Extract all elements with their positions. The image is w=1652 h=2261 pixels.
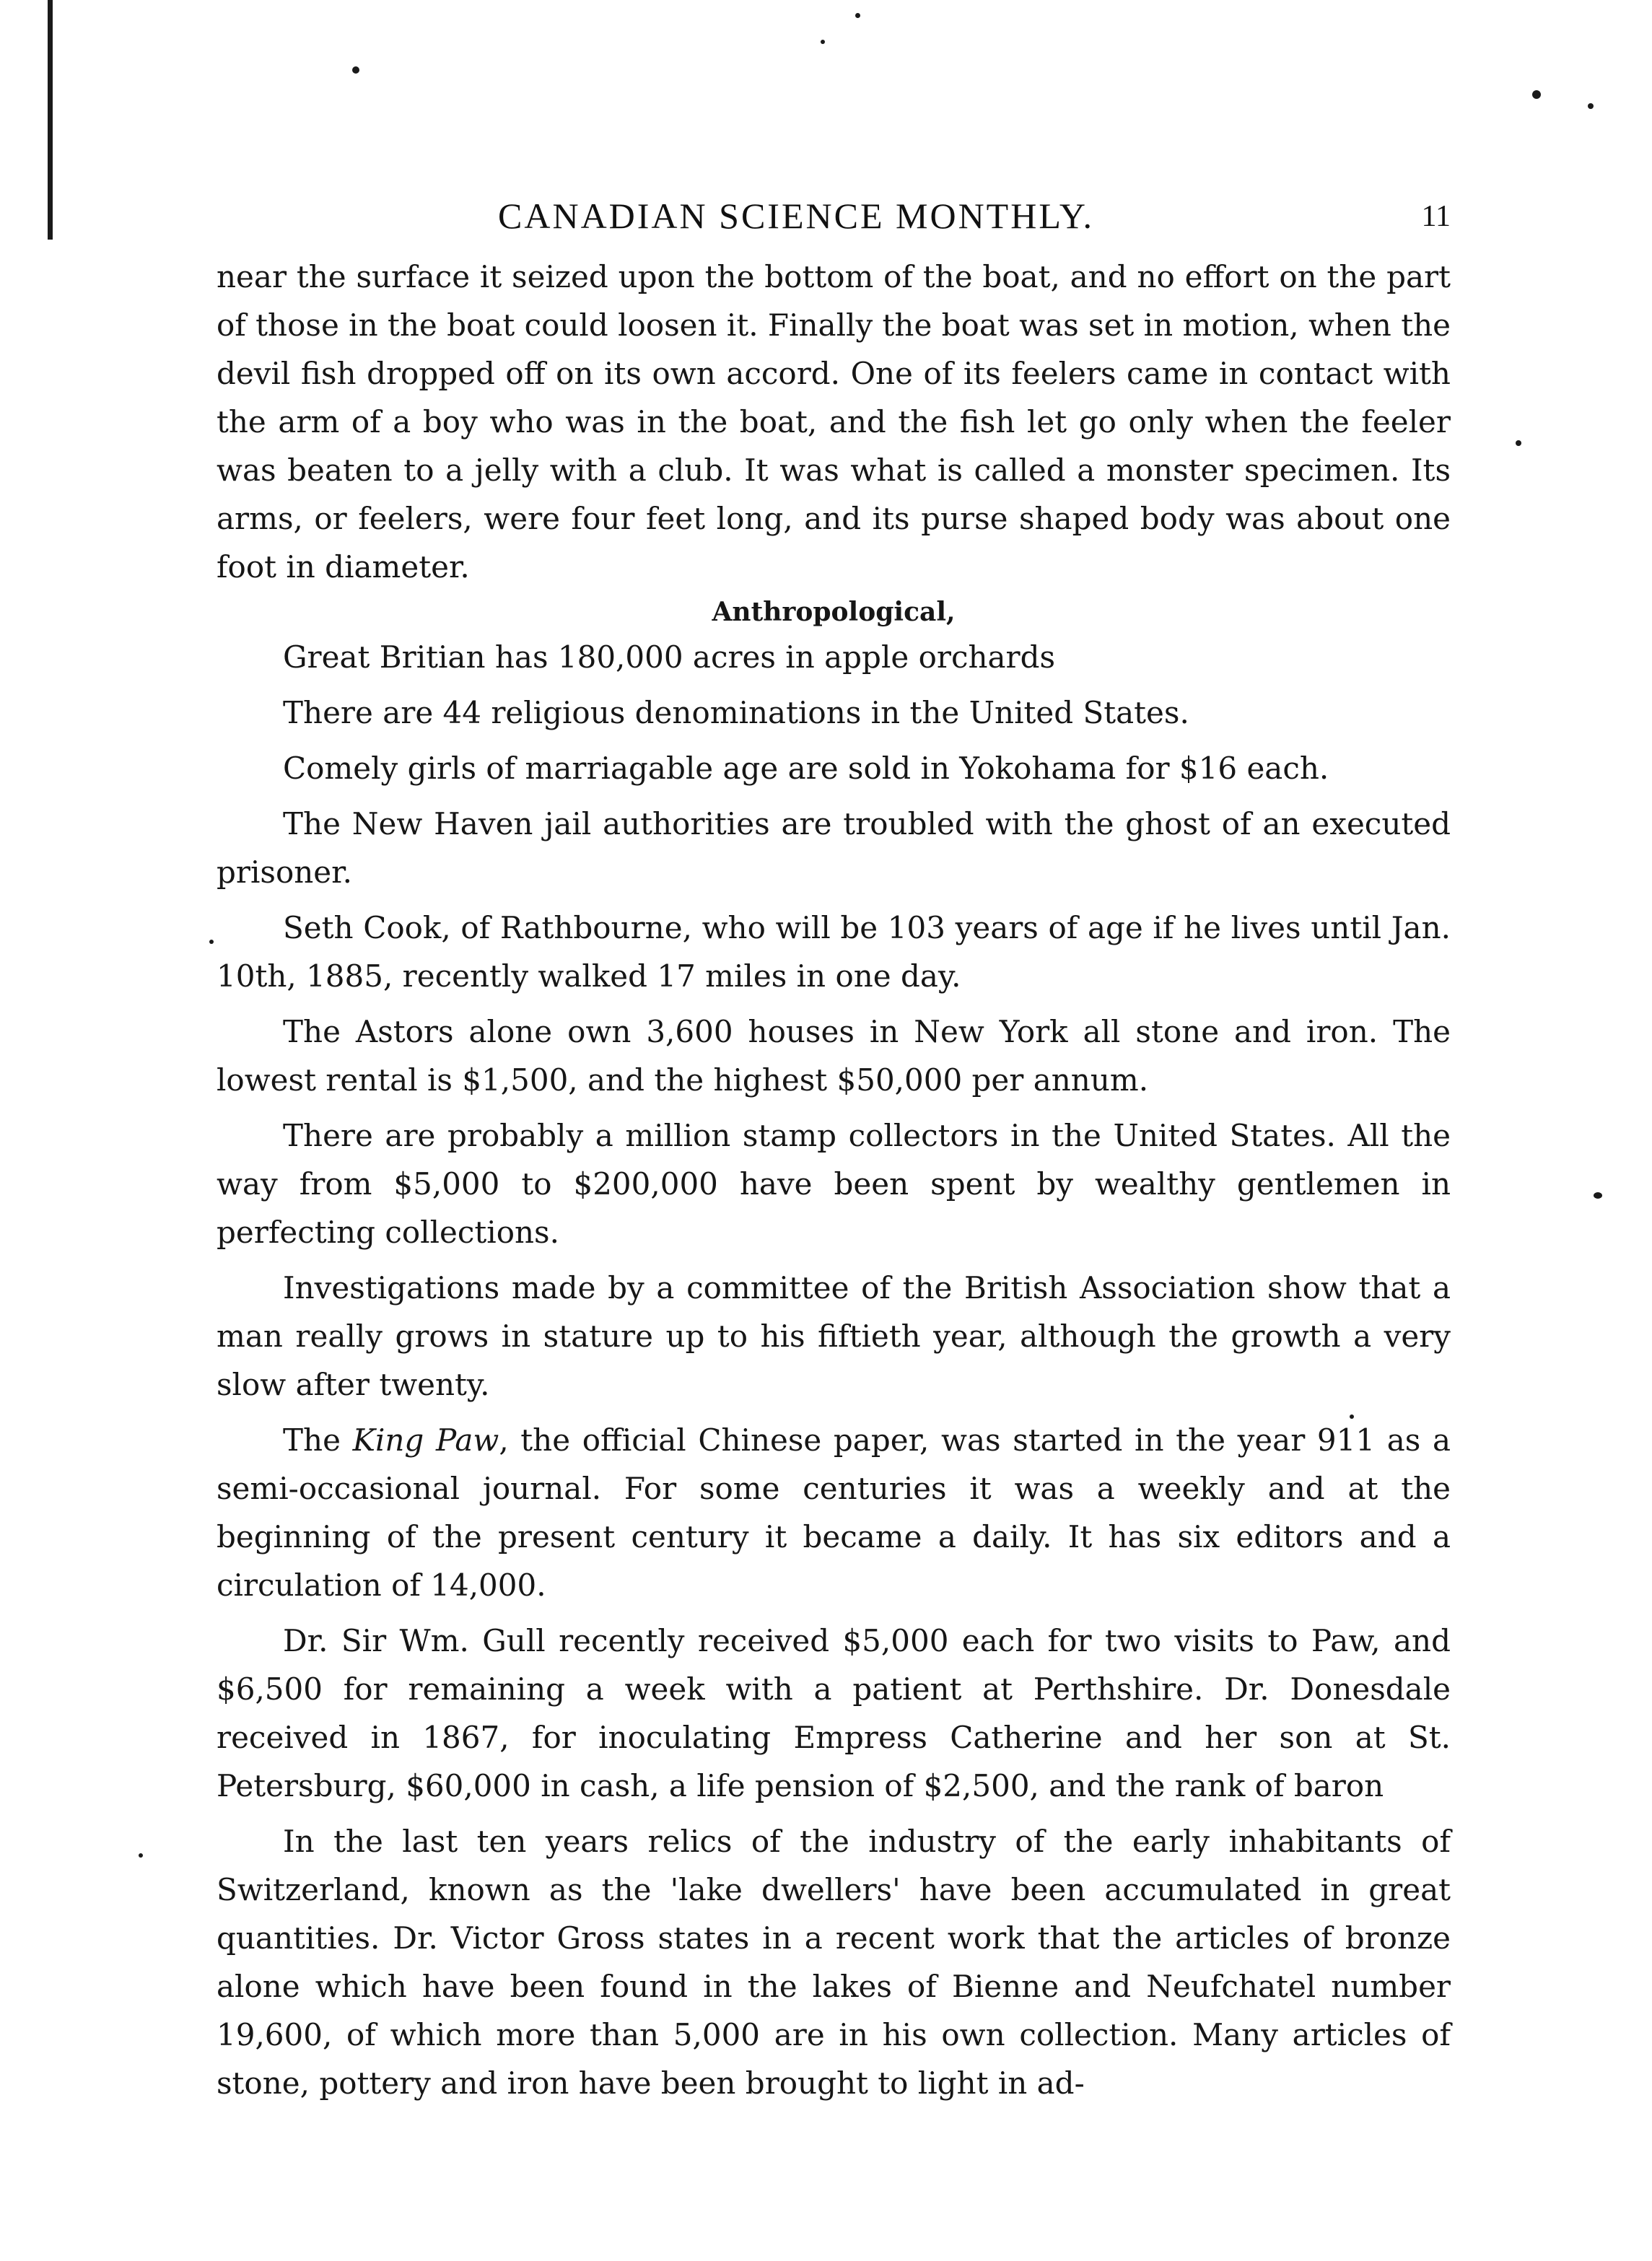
speck <box>1594 1192 1602 1199</box>
speck <box>1516 440 1521 446</box>
speck <box>821 40 825 44</box>
king-paw-title: King Paw <box>352 1422 499 1458</box>
news-item: Investigations made by a committee of the British Association show that a man really grows in stature up to his fiftieth year, although the growth a very slow after twenty. <box>217 1270 1451 1402</box>
news-item: Seth Cook, of Rathbourne, who will be 103 years of age if he lives until Jan. 10th, 1885, recently walked 17 miles in one day. <box>217 910 1451 994</box>
news-item: The New Haven jail authorities are troubled with the ghost of an executed prisoner. <box>217 806 1451 890</box>
header-title: CANADIAN SCIENCE MONTHLY. <box>498 196 1095 236</box>
news-item: Dr. Sir Wm. Gull recently received $5,000 each for two visits to Paw, and $6,500 for remaining a week with a patient at Perthshire. Dr. Donesdale received in 1867, for inoculating Empress Catherine and her son at St. Petersburg, $60,000 in cash, a life pension of $2,500, and the rank of baron <box>217 1623 1451 1803</box>
page-number: 11 <box>1421 200 1451 233</box>
page <box>217 195 1451 2107</box>
speck <box>855 13 860 18</box>
section-heading: Anthropological, <box>712 597 956 627</box>
margin-rule <box>48 0 53 240</box>
speck <box>352 66 359 74</box>
speck <box>139 1853 143 1858</box>
news-item: There are probably a million stamp collectors in the United States. All the way from $5,000 to $200,000 have been spent by wealthy gentlemen in perfecting collections. <box>217 1118 1451 1250</box>
news-item: Comely girls of marriagable age are sold in Yokohama for $16 each. <box>283 751 1329 786</box>
speck <box>209 940 214 944</box>
king-paw-text: , the official Chinese paper, was started in the year 911 as a semi-occasional journal. For some centuries it was a weekly and at the beginning of the present century it became a daily. It has six editors and a circulation of 14,000. <box>217 1422 1451 1603</box>
running-head <box>217 195 1451 253</box>
news-item: In the last ten years relics of the industry of the early inhabitants of Switzerland, known as the 'lake dwellers' have been accumulated in great quantities. Dr. Victor Gross states in a recent work that the articles of bronze alone which have been found in the lakes of Bienne and Neufchatel number 19,600, of which more than 5,000 are in his own collection. Many articles of stone, pottery and iron have been brought to light in ad- <box>217 1824 1451 2101</box>
king-paw-lead: The <box>283 1422 353 1458</box>
speck <box>1588 103 1594 109</box>
news-item: There are 44 religious denominations in the United States. <box>283 695 1189 730</box>
news-item-king-paw <box>217 1416 1451 1609</box>
news-item: The Astors alone own 3,600 houses in New York all stone and iron. The lowest rental is $1,500, and the highest $50,000 per annum. <box>217 1014 1451 1098</box>
news-item: Great Britian has 180,000 acres in apple orchards <box>283 639 1056 675</box>
speck <box>1532 90 1541 99</box>
intro-paragraph: near the surface it seized upon the bottom of the boat, and no effort on the part of those in the boat could loosen it. Finally the boat was set in motion, when the devil fish dropped off on its own accord. One of its feelers came in contact with the arm of a boy who was in the boat, and the fish let go only when the feeler was beaten to a jelly with a club. It was what is called a monster specimen. Its arms, or feelers, were four feet long, and its purse shaped body was about one foot in diameter. <box>217 259 1451 585</box>
